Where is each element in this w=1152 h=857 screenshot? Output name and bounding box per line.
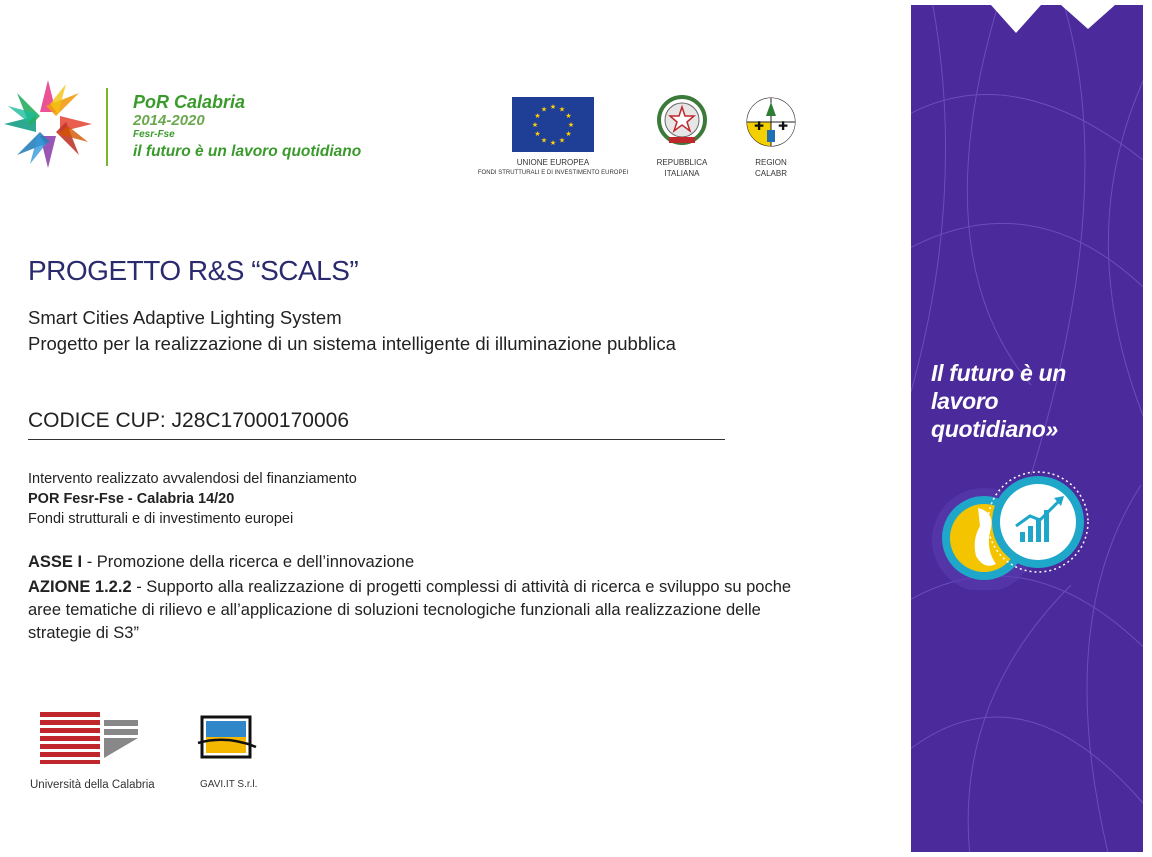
side-motto-arrow: » — [1045, 416, 1059, 442]
por-fund: Fesr-Fse — [133, 129, 175, 140]
por-logo-divider — [106, 88, 108, 166]
cup-code: CODICE CUP: J28C17000170006 — [28, 409, 350, 432]
azione-line — [28, 576, 828, 645]
funding-intro: Intervento realizzato avvalendosi del finanziamento — [28, 471, 357, 487]
azione-text: - Supporto alla realizzazione di progetti complessi di attività di ricerca e sviluppo su poche aree tematiche di rilievo e all’applicazione di soluzioni tecnologiche funzionali alla realizzazione delle strategie di S3” — [28, 578, 792, 642]
azione-label: AZIONE 1.2.2 — [28, 578, 132, 596]
asse-label: ASSE I — [28, 553, 83, 571]
eu-flag-icon — [512, 97, 594, 152]
subtitle-line1: Smart Cities Adaptive Lighting System — [28, 307, 342, 328]
svg-text:★: ★ — [549, 139, 557, 147]
funding-block — [28, 469, 357, 529]
project-subtitle — [28, 305, 676, 357]
side-motto-line2: lavoro — [931, 388, 999, 414]
repubblica-label — [640, 157, 724, 179]
svg-text:★: ★ — [540, 136, 548, 145]
regione-label-line1: REGION — [755, 158, 787, 167]
eu-label-title: UNIONE EUROPEA — [516, 158, 590, 167]
svg-text:★: ★ — [567, 121, 575, 129]
svg-text:★: ★ — [540, 105, 548, 114]
project-title: PROGETTO R&S “SCALS” — [28, 255, 359, 286]
svg-text:★: ★ — [565, 112, 572, 120]
svg-text:★: ★ — [558, 136, 566, 145]
side-banner — [911, 5, 1143, 852]
side-motto-word: quotidiano — [931, 416, 1046, 442]
eu-label — [470, 157, 636, 179]
regione-calabria-emblem-icon — [745, 94, 797, 150]
asse-line — [28, 551, 828, 574]
repubblica-label-line2: ITALIANA — [664, 169, 700, 178]
side-motto-line1: Il futuro è un — [931, 360, 1067, 386]
side-banner-motto — [931, 359, 1131, 443]
axis-block — [28, 551, 828, 647]
gavi-logo — [196, 713, 258, 765]
funding-program: POR Fesr-Fse - Calabria 14/20 — [28, 491, 235, 507]
svg-text:★: ★ — [565, 130, 572, 138]
growth-chart-badge-icon — [926, 460, 1101, 590]
asse-text: - Promozione della ricerca e dell’innovazione — [82, 553, 415, 571]
cup-underline — [28, 439, 725, 440]
eu-label-sub: FONDI STRUTTURALI E DI INVESTIMENTO EUROPEI — [477, 170, 629, 176]
funding-funds: Fondi strutturali e di investimento europei — [28, 511, 294, 527]
repubblica-italiana-emblem-icon — [655, 93, 709, 149]
unical-logo — [40, 712, 138, 764]
svg-text:★: ★ — [534, 112, 541, 120]
regione-label — [728, 157, 814, 179]
por-years: 2014-2020 — [133, 112, 205, 129]
svg-text:★: ★ — [531, 121, 539, 129]
svg-text:★: ★ — [549, 103, 557, 111]
por-motto: il futuro è un lavoro quotidiano — [133, 143, 362, 160]
por-calabria-flower-logo — [0, 78, 100, 170]
unical-label: Università della Calabria — [30, 779, 155, 791]
gavi-label: GAVI.IT S.r.l. — [200, 779, 258, 790]
subtitle-line2: Progetto per la realizzazione di un sistema intelligente di illuminazione pubblica — [28, 333, 676, 354]
por-title: PoR Calabria — [133, 92, 246, 112]
por-calabria-wordmark — [133, 92, 361, 162]
svg-text:✚: ✚ — [753, 119, 765, 133]
svg-text:★: ★ — [558, 105, 566, 114]
svg-text:✚: ✚ — [777, 119, 789, 133]
regione-label-line2: CALABR — [754, 169, 787, 178]
repubblica-label-line1: REPUBBLICA — [656, 158, 708, 167]
side-motto-line3 — [931, 415, 1131, 443]
svg-text:★: ★ — [534, 130, 541, 138]
